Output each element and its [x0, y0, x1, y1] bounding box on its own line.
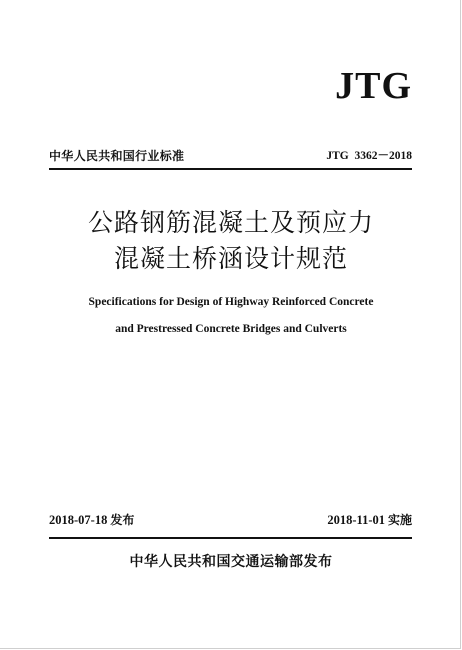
standard-code: JTG 3362－2018: [326, 150, 412, 162]
issue-label: 发布: [110, 513, 135, 527]
header-divider: [49, 168, 412, 170]
issue-date-group: [49, 511, 134, 528]
english-title-line-1: Specifications for Design of Highway Reinforced Concrete: [88, 296, 374, 308]
standard-header: [49, 146, 412, 164]
chinese-title-line-2: 混凝土桥涵设计规范: [113, 244, 348, 273]
publisher: 中华人民共和国交通运输部发布: [129, 554, 333, 570]
english-title-line-2: and Prestressed Concrete Bridges and Culverts: [115, 323, 347, 335]
jtg-logo: JTG: [335, 65, 412, 107]
chinese-title: [0, 205, 462, 277]
effective-date-group: [327, 511, 412, 528]
standard-category: 中华人民共和国行业标准: [49, 148, 185, 163]
effective-label: 实施: [387, 513, 412, 527]
issue-date: 2018-07-18: [49, 513, 108, 527]
chinese-title-line-1: 公路钢筋混凝土及预应力: [87, 208, 374, 237]
english-title: [0, 289, 462, 343]
effective-date: 2018-11-01: [327, 513, 385, 527]
date-row: [49, 511, 412, 528]
footer-divider: [49, 537, 412, 539]
